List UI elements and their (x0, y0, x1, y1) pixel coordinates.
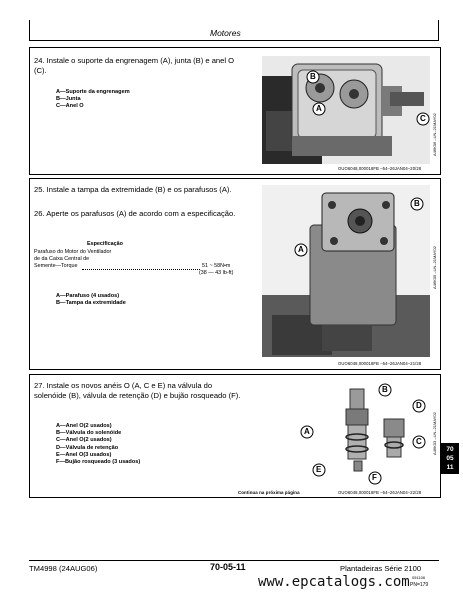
end-cover-illustration (262, 185, 430, 357)
end-cover-photo (262, 185, 430, 357)
valves-illustration (262, 381, 430, 491)
figure-caption: OUO6048,000018FB –54–26JAN04–20/28 (338, 166, 422, 171)
legend-item: A—Anel O(2 usados) (56, 423, 112, 429)
legend-item: C—Anel O (56, 103, 84, 110)
header-underline (29, 40, 439, 41)
valves-photo (262, 381, 430, 491)
legend-item: B—Tampa da extremidade (56, 300, 126, 307)
figure-side-ref: A46K05 –UN–21MAY02 (432, 246, 437, 289)
legend-item: A—Parafuso (4 usados) (56, 293, 120, 299)
spec-value: 51 ~ 58N•m (202, 263, 231, 269)
figure-side-ref: A46K06 –UN–21MAY02 (432, 113, 437, 156)
callout-b: B (410, 197, 424, 213)
footer-small-pn: PN=179 (410, 582, 429, 588)
callout-d: D (412, 399, 426, 415)
callout-a: A (312, 102, 326, 118)
gear-support-photo (262, 56, 430, 164)
footer-manual-id: TM4998 (24AUG06) (29, 564, 98, 573)
legend-item: E—Anel O(3 usados) (56, 451, 112, 458)
step-27-text: 27. Instale os novos anéis O (A, C e E) na válvula do solenóide (B), válvula de retenção (D) e bujão rosqueado (F). (34, 381, 241, 400)
step-27-legend (56, 423, 140, 466)
legend-item: A—Suporte da engrenagem (56, 89, 130, 95)
footer-manual-title: Plantadeiras Série 2100 (340, 564, 422, 573)
callout-a: A (300, 425, 314, 441)
step-26-text: 26. Aperte os parafusos (A) de acordo com a especificação. (34, 209, 236, 218)
callout-b: B (378, 383, 392, 399)
spec-value-imperial: (38 — 43 lb-ft) (199, 270, 234, 276)
callout-f: F (368, 471, 382, 487)
section-step-27 (29, 374, 441, 498)
section-step-25-26 (29, 178, 441, 370)
spec-label: Parafuso do Motor do Ventilador de da Caixa Central de Semente—Torque (34, 249, 112, 269)
callout-b: B (306, 70, 320, 86)
gear-support-illustration (262, 56, 430, 164)
legend-item: B—Junta (56, 96, 81, 103)
step-25-legend (56, 293, 126, 307)
legend-item: D—Válvula de retenção (56, 444, 119, 451)
header-right-rule (438, 20, 439, 40)
footer-rule (29, 560, 439, 561)
section-step-24 (29, 47, 441, 175)
section-tab: 70 05 11 (441, 443, 459, 474)
callout-e: E (312, 463, 326, 479)
callout-c: C (412, 435, 426, 451)
continued-note: Continua na próxima página (238, 490, 300, 495)
footer-small-date: 051106 (412, 575, 426, 580)
step-24-text: 24. Instale o suporte da engrenagem (A), junta (B) e anel O (C). (34, 56, 235, 75)
figure-caption: OUO6048,000018FB –54–26JAN04–21/28 (338, 361, 422, 366)
callout-a: A (294, 243, 308, 259)
callout-c: C (416, 112, 430, 128)
step-25-text: 25. Instale a tampa da extremidade (B) e os parafusos (A). (34, 185, 232, 194)
step-24-legend (56, 89, 130, 111)
figure-side-ref: A46K03 –UN–21MAY02 (432, 412, 437, 455)
figure-caption: OUO6048,000018FB –54–26JAN04–22/28 (338, 490, 422, 495)
spec-leader-line (82, 269, 200, 270)
legend-item: C—Anel O(2 usados) (56, 437, 112, 444)
header-left-rule (29, 20, 30, 40)
legend-item: B—Válvula do solenóide (56, 430, 122, 437)
footer-page-number: 70-05-11 (210, 562, 246, 572)
spec-heading: Especificação (87, 241, 123, 247)
page-header-title: Motores (210, 28, 241, 38)
legend-item: F—Bujão rosqueado (3 usados) (56, 459, 141, 466)
watermark: www.epcatalogs.com (258, 574, 410, 590)
